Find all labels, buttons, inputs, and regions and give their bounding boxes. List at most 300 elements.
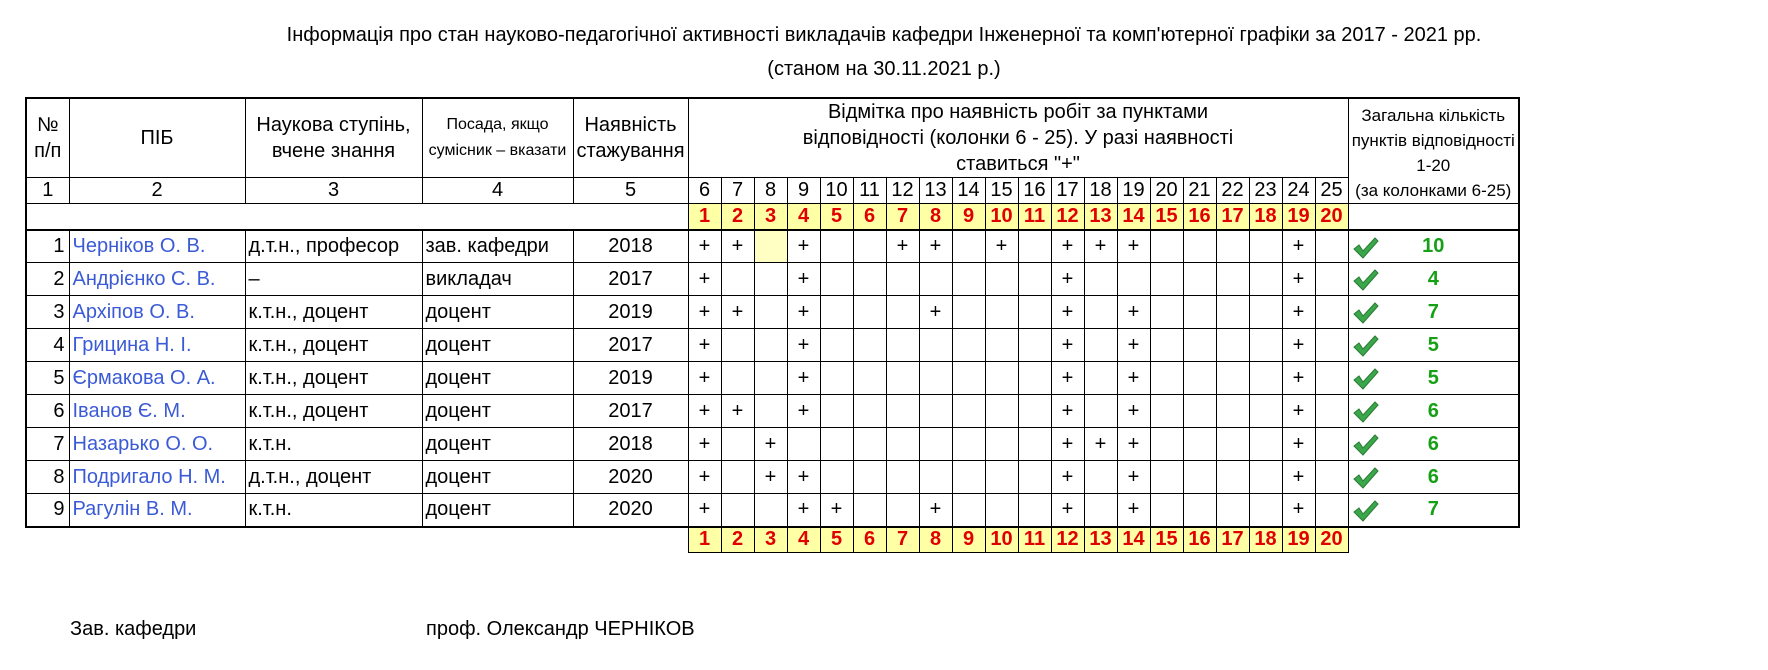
teacher-name: Грицина Н. І. bbox=[69, 329, 245, 362]
header-internship: Наявність стажування bbox=[573, 98, 688, 178]
mark-cell bbox=[985, 395, 1018, 428]
position: доцент bbox=[422, 329, 573, 362]
point-number: 7 bbox=[886, 204, 919, 230]
mark-cell bbox=[1150, 263, 1183, 296]
mark-column-number: 13 bbox=[919, 178, 952, 204]
mark-column-number: 9 bbox=[787, 178, 820, 204]
mark-cell bbox=[853, 296, 886, 329]
mark-cell bbox=[721, 362, 754, 395]
mark-cell: + bbox=[1282, 296, 1315, 329]
mark-cell: + bbox=[688, 428, 721, 461]
mark-cell: + bbox=[1051, 461, 1084, 494]
mark-cell: + bbox=[787, 461, 820, 494]
table-row bbox=[26, 428, 1519, 461]
mark-cell: + bbox=[688, 461, 721, 494]
total-points bbox=[1348, 296, 1519, 329]
mark-cell bbox=[1183, 362, 1216, 395]
table-row bbox=[26, 461, 1519, 494]
point-number: 12 bbox=[1051, 204, 1084, 230]
mark-cell bbox=[1018, 461, 1051, 494]
mark-cell bbox=[952, 296, 985, 329]
mark-column-number: 10 bbox=[820, 178, 853, 204]
mark-cell bbox=[886, 428, 919, 461]
point-number-bottom: 1 bbox=[688, 527, 721, 553]
academic-degree: к.т.н., доцент bbox=[245, 362, 422, 395]
academic-degree: д.т.н., професор bbox=[245, 230, 422, 263]
mark-cell bbox=[1084, 395, 1117, 428]
mark-cell: + bbox=[1282, 428, 1315, 461]
point-number-bottom: 13 bbox=[1084, 527, 1117, 553]
mark-cell bbox=[919, 428, 952, 461]
mark-cell bbox=[886, 362, 919, 395]
mark-column-number: 16 bbox=[1018, 178, 1051, 204]
internship-year: 2018 bbox=[573, 428, 688, 461]
mark-column-number: 7 bbox=[721, 178, 754, 204]
internship-year: 2017 bbox=[573, 263, 688, 296]
mark-cell bbox=[985, 329, 1018, 362]
position: доцент bbox=[422, 428, 573, 461]
position: доцент bbox=[422, 362, 573, 395]
mark-cell: + bbox=[787, 362, 820, 395]
academic-degree: – bbox=[245, 263, 422, 296]
point-number-bottom: 6 bbox=[853, 527, 886, 553]
header-total bbox=[1348, 98, 1519, 204]
mark-cell bbox=[1150, 362, 1183, 395]
position: зав. кафедри bbox=[422, 230, 573, 263]
mark-cell bbox=[886, 395, 919, 428]
checkmark-icon bbox=[1353, 236, 1379, 260]
mark-cell bbox=[886, 494, 919, 527]
mark-cell bbox=[1249, 296, 1282, 329]
mark-cell bbox=[1084, 461, 1117, 494]
mark-cell bbox=[1216, 329, 1249, 362]
mark-cell bbox=[820, 263, 853, 296]
point-number: 14 bbox=[1117, 204, 1150, 230]
mark-cell: + bbox=[688, 263, 721, 296]
mark-cell bbox=[919, 263, 952, 296]
mark-cell bbox=[1216, 362, 1249, 395]
mark-cell bbox=[853, 263, 886, 296]
teacher-name: Єрмакова О. А. bbox=[69, 362, 245, 395]
point-number: 8 bbox=[919, 204, 952, 230]
checkmark-icon bbox=[1353, 268, 1379, 292]
mark-cell bbox=[1183, 461, 1216, 494]
header-position: Посада, якщо сумісник – вказати bbox=[422, 98, 573, 178]
mark-cell bbox=[1018, 494, 1051, 527]
mark-cell bbox=[985, 296, 1018, 329]
mark-cell: + bbox=[1282, 230, 1315, 263]
mark-cell bbox=[1249, 494, 1282, 527]
total-points bbox=[1348, 395, 1519, 428]
position: доцент bbox=[422, 461, 573, 494]
row-number: 7 bbox=[26, 428, 69, 461]
mark-cell bbox=[754, 494, 787, 527]
mark-cell: + bbox=[688, 395, 721, 428]
mark-cell bbox=[820, 230, 853, 263]
mark-cell bbox=[886, 461, 919, 494]
mark-cell: + bbox=[688, 230, 721, 263]
point-number-bottom: 12 bbox=[1051, 527, 1084, 553]
checkmark-icon bbox=[1353, 301, 1379, 325]
mark-cell bbox=[1216, 263, 1249, 296]
mark-cell: + bbox=[1051, 395, 1084, 428]
mark-column-number: 21 bbox=[1183, 178, 1216, 204]
mark-cell: + bbox=[688, 296, 721, 329]
mark-column-number: 15 bbox=[985, 178, 1018, 204]
mark-cell bbox=[1315, 461, 1348, 494]
mark-cell bbox=[721, 263, 754, 296]
mark-cell bbox=[952, 263, 985, 296]
mark-cell: + bbox=[1051, 296, 1084, 329]
mark-cell bbox=[985, 494, 1018, 527]
point-number-bottom: 14 bbox=[1117, 527, 1150, 553]
total-value: 6 bbox=[1427, 432, 1439, 455]
mark-cell bbox=[1216, 230, 1249, 263]
point-number: 1 bbox=[688, 204, 721, 230]
academic-degree: д.т.н., доцент bbox=[245, 461, 422, 494]
mark-cell bbox=[1150, 296, 1183, 329]
table-row bbox=[26, 263, 1519, 296]
header-total-note: (за колонками 6-25) bbox=[1355, 181, 1512, 200]
mark-cell bbox=[853, 461, 886, 494]
position: доцент bbox=[422, 296, 573, 329]
mark-cell: + bbox=[919, 494, 952, 527]
footer-signature: проф. Олександр ЧЕРНІКОВ bbox=[426, 618, 695, 640]
mark-cell: + bbox=[1282, 263, 1315, 296]
table-row bbox=[26, 494, 1519, 527]
mark-cell bbox=[853, 494, 886, 527]
point-number-bottom: 10 bbox=[985, 527, 1018, 553]
mark-column-number: 18 bbox=[1084, 178, 1117, 204]
point-number-bottom: 9 bbox=[952, 527, 985, 553]
mark-cell bbox=[952, 329, 985, 362]
mark-cell bbox=[1315, 230, 1348, 263]
header-no: № п/п bbox=[26, 98, 69, 178]
mark-cell bbox=[1084, 494, 1117, 527]
teacher-name: Іванов Є. М. bbox=[69, 395, 245, 428]
mark-cell: + bbox=[1117, 395, 1150, 428]
mark-cell: + bbox=[688, 329, 721, 362]
mark-cell: + bbox=[787, 329, 820, 362]
point-number-bottom: 19 bbox=[1282, 527, 1315, 553]
mark-cell bbox=[1249, 263, 1282, 296]
teacher-name: Андрієнко С. В. bbox=[69, 263, 245, 296]
mark-cell bbox=[1249, 428, 1282, 461]
total-points bbox=[1348, 263, 1519, 296]
mark-column-number: 25 bbox=[1315, 178, 1348, 204]
internship-year: 2020 bbox=[573, 494, 688, 527]
academic-degree: к.т.н., доцент bbox=[245, 329, 422, 362]
row-number: 8 bbox=[26, 461, 69, 494]
internship-year: 2018 bbox=[573, 230, 688, 263]
mark-cell: + bbox=[1117, 329, 1150, 362]
mark-cell: + bbox=[721, 230, 754, 263]
mark-cell bbox=[853, 362, 886, 395]
mark-column-number: 22 bbox=[1216, 178, 1249, 204]
mark-cell: + bbox=[688, 362, 721, 395]
mark-cell bbox=[985, 428, 1018, 461]
mark-cell bbox=[1249, 362, 1282, 395]
empty-cell bbox=[1348, 527, 1519, 553]
row-number: 1 bbox=[26, 230, 69, 263]
internship-year: 2017 bbox=[573, 395, 688, 428]
mark-cell bbox=[754, 329, 787, 362]
mark-cell: + bbox=[1117, 230, 1150, 263]
point-number-bottom: 17 bbox=[1216, 527, 1249, 553]
mark-cell: + bbox=[1117, 461, 1150, 494]
mark-cell bbox=[952, 428, 985, 461]
mark-cell bbox=[853, 329, 886, 362]
mark-cell: + bbox=[1051, 329, 1084, 362]
mark-cell bbox=[985, 263, 1018, 296]
point-number: 13 bbox=[1084, 204, 1117, 230]
mark-cell bbox=[919, 395, 952, 428]
header-degree: Наукова ступінь, вчене знання bbox=[245, 98, 422, 178]
mark-cell bbox=[1183, 494, 1216, 527]
mark-cell bbox=[1249, 395, 1282, 428]
total-value: 10 bbox=[1422, 234, 1445, 257]
mark-cell bbox=[1249, 329, 1282, 362]
point-number: 15 bbox=[1150, 204, 1183, 230]
table-row bbox=[26, 395, 1519, 428]
total-points bbox=[1348, 230, 1519, 263]
mark-cell bbox=[820, 428, 853, 461]
mark-cell: + bbox=[1117, 362, 1150, 395]
total-points bbox=[1348, 428, 1519, 461]
point-number-bottom: 2 bbox=[721, 527, 754, 553]
empty-cell bbox=[26, 204, 688, 230]
mark-cell bbox=[820, 395, 853, 428]
column-number: 2 bbox=[69, 178, 245, 204]
academic-degree: к.т.н., доцент bbox=[245, 395, 422, 428]
point-number: 4 bbox=[787, 204, 820, 230]
mark-cell bbox=[1249, 230, 1282, 263]
mark-cell bbox=[919, 329, 952, 362]
mark-cell bbox=[919, 362, 952, 395]
table-row bbox=[26, 362, 1519, 395]
mark-cell: + bbox=[1282, 329, 1315, 362]
mark-column-number: 8 bbox=[754, 178, 787, 204]
mark-cell bbox=[1249, 461, 1282, 494]
mark-cell bbox=[1150, 329, 1183, 362]
table-row bbox=[26, 329, 1519, 362]
mark-cell: + bbox=[787, 263, 820, 296]
mark-cell bbox=[820, 296, 853, 329]
total-value: 5 bbox=[1427, 366, 1439, 389]
mark-cell bbox=[952, 230, 985, 263]
academic-degree: к.т.н. bbox=[245, 428, 422, 461]
teacher-name: Подригало Н. М. bbox=[69, 461, 245, 494]
mark-cell: + bbox=[1117, 494, 1150, 527]
mark-cell: + bbox=[721, 395, 754, 428]
point-number: 10 bbox=[985, 204, 1018, 230]
mark-cell bbox=[787, 428, 820, 461]
checkmark-icon bbox=[1353, 433, 1379, 457]
mark-cell bbox=[886, 329, 919, 362]
mark-cell: + bbox=[754, 461, 787, 494]
mark-cell bbox=[721, 329, 754, 362]
row-number: 2 bbox=[26, 263, 69, 296]
checkmark-icon bbox=[1353, 466, 1379, 490]
total-value: 7 bbox=[1427, 498, 1439, 521]
teacher-name: Черніков О. В. bbox=[69, 230, 245, 263]
point-number: 2 bbox=[721, 204, 754, 230]
row-number: 4 bbox=[26, 329, 69, 362]
position: доцент bbox=[422, 494, 573, 527]
mark-cell bbox=[754, 230, 787, 263]
column-number: 3 bbox=[245, 178, 422, 204]
mark-cell: + bbox=[919, 296, 952, 329]
mark-cell: + bbox=[688, 494, 721, 527]
academic-degree: к.т.н. bbox=[245, 494, 422, 527]
mark-cell: + bbox=[787, 296, 820, 329]
total-value: 6 bbox=[1427, 465, 1439, 488]
mark-column-number: 23 bbox=[1249, 178, 1282, 204]
mark-cell bbox=[886, 296, 919, 329]
total-points bbox=[1348, 494, 1519, 527]
mark-cell bbox=[1183, 329, 1216, 362]
header-marks: Відмітка про наявність робіт за пунктами відповідності (колонки 6 - 25). У разі наявності ставиться "+" bbox=[688, 98, 1348, 178]
mark-cell bbox=[1315, 329, 1348, 362]
mark-cell bbox=[1018, 263, 1051, 296]
teacher-name: Архіпов О. В. bbox=[69, 296, 245, 329]
row-number: 9 bbox=[26, 494, 69, 527]
point-number: 20 bbox=[1315, 204, 1348, 230]
mark-cell bbox=[1216, 395, 1249, 428]
mark-cell bbox=[919, 461, 952, 494]
mark-cell bbox=[853, 395, 886, 428]
point-number-bottom: 7 bbox=[886, 527, 919, 553]
point-number-bottom: 3 bbox=[754, 527, 787, 553]
internship-year: 2020 bbox=[573, 461, 688, 494]
position: доцент bbox=[422, 395, 573, 428]
mark-cell bbox=[1018, 362, 1051, 395]
total-value: 7 bbox=[1427, 300, 1439, 323]
header-total-label: Загальна кількість пунктів відповідності 1-20 bbox=[1351, 106, 1515, 175]
mark-cell bbox=[1018, 230, 1051, 263]
point-number-bottom: 4 bbox=[787, 527, 820, 553]
mark-cell: + bbox=[1117, 428, 1150, 461]
mark-cell bbox=[1216, 494, 1249, 527]
mark-column-number: 17 bbox=[1051, 178, 1084, 204]
mark-cell bbox=[985, 362, 1018, 395]
checkmark-icon bbox=[1353, 400, 1379, 424]
total-points bbox=[1348, 329, 1519, 362]
teacher-name: Назарько О. О. bbox=[69, 428, 245, 461]
table-row bbox=[26, 230, 1519, 263]
point-number-bottom: 15 bbox=[1150, 527, 1183, 553]
mark-cell bbox=[1117, 263, 1150, 296]
mark-cell: + bbox=[1117, 296, 1150, 329]
point-number: 6 bbox=[853, 204, 886, 230]
point-number: 3 bbox=[754, 204, 787, 230]
mark-cell bbox=[886, 263, 919, 296]
column-number: 4 bbox=[422, 178, 573, 204]
mark-cell: + bbox=[1051, 362, 1084, 395]
mark-cell bbox=[1150, 428, 1183, 461]
mark-column-number: 19 bbox=[1117, 178, 1150, 204]
mark-cell: + bbox=[787, 395, 820, 428]
mark-cell bbox=[820, 461, 853, 494]
mark-cell bbox=[1183, 296, 1216, 329]
mark-cell bbox=[1315, 395, 1348, 428]
mark-cell bbox=[1315, 296, 1348, 329]
mark-cell bbox=[952, 461, 985, 494]
mark-cell bbox=[1084, 296, 1117, 329]
mark-cell: + bbox=[754, 428, 787, 461]
mark-cell bbox=[754, 362, 787, 395]
mark-cell: + bbox=[1051, 494, 1084, 527]
mark-cell bbox=[1183, 428, 1216, 461]
mark-cell bbox=[1084, 263, 1117, 296]
mark-column-number: 24 bbox=[1282, 178, 1315, 204]
mark-cell: + bbox=[985, 230, 1018, 263]
mark-cell bbox=[1150, 461, 1183, 494]
mark-cell: + bbox=[1051, 230, 1084, 263]
mark-cell bbox=[754, 395, 787, 428]
mark-column-number: 12 bbox=[886, 178, 919, 204]
point-number-bottom: 5 bbox=[820, 527, 853, 553]
mark-cell bbox=[1315, 362, 1348, 395]
point-number-bottom: 11 bbox=[1018, 527, 1051, 553]
mark-cell: + bbox=[1282, 461, 1315, 494]
point-number: 9 bbox=[952, 204, 985, 230]
teacher-name: Рагулін В. М. bbox=[69, 494, 245, 527]
mark-cell bbox=[853, 428, 886, 461]
point-number: 11 bbox=[1018, 204, 1051, 230]
empty-cell bbox=[1348, 204, 1519, 230]
mark-cell bbox=[1018, 296, 1051, 329]
table-row bbox=[26, 296, 1519, 329]
mark-cell: + bbox=[721, 296, 754, 329]
mark-cell bbox=[985, 461, 1018, 494]
point-number: 19 bbox=[1282, 204, 1315, 230]
mark-cell: + bbox=[820, 494, 853, 527]
footer-label: Зав. кафедри bbox=[70, 618, 197, 640]
mark-cell: + bbox=[1282, 494, 1315, 527]
mark-column-number: 6 bbox=[688, 178, 721, 204]
mark-cell bbox=[1084, 362, 1117, 395]
empty-cell bbox=[26, 527, 688, 553]
mark-cell bbox=[721, 494, 754, 527]
checkmark-icon bbox=[1353, 334, 1379, 358]
point-number: 5 bbox=[820, 204, 853, 230]
point-number: 16 bbox=[1183, 204, 1216, 230]
report-subtitle: (станом на 30.11.2021 р.) bbox=[767, 58, 1001, 80]
mark-cell: + bbox=[886, 230, 919, 263]
mark-cell bbox=[1150, 395, 1183, 428]
total-points bbox=[1348, 362, 1519, 395]
position: викладач bbox=[422, 263, 573, 296]
mark-cell bbox=[952, 395, 985, 428]
internship-year: 2019 bbox=[573, 362, 688, 395]
internship-year: 2017 bbox=[573, 329, 688, 362]
total-value: 4 bbox=[1427, 267, 1439, 290]
mark-cell bbox=[820, 362, 853, 395]
mark-cell bbox=[1315, 263, 1348, 296]
mark-cell bbox=[721, 428, 754, 461]
mark-cell bbox=[721, 461, 754, 494]
mark-cell: + bbox=[1051, 263, 1084, 296]
mark-column-number: 20 bbox=[1150, 178, 1183, 204]
mark-cell bbox=[1150, 494, 1183, 527]
mark-cell bbox=[1183, 395, 1216, 428]
mark-cell bbox=[1183, 230, 1216, 263]
mark-cell bbox=[853, 230, 886, 263]
column-number: 5 bbox=[573, 178, 688, 204]
mark-cell: + bbox=[919, 230, 952, 263]
mark-cell bbox=[952, 362, 985, 395]
